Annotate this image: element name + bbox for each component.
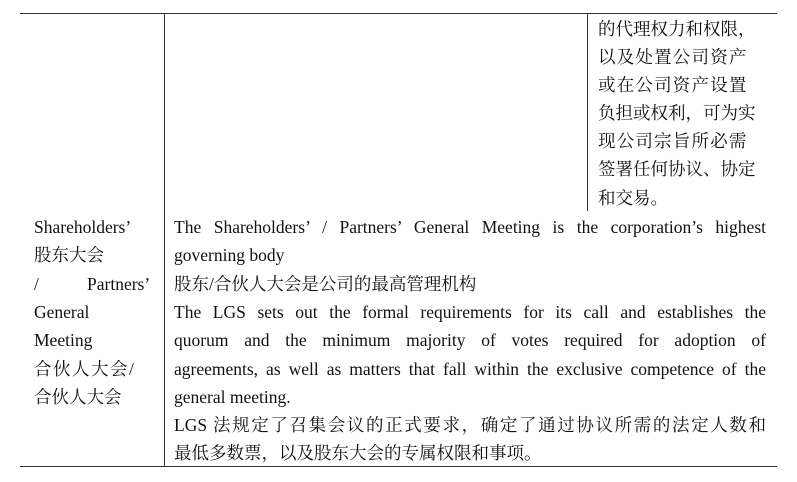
continuation-line: 以及处置公司资产 xyxy=(598,47,748,67)
term-line: Partners’ xyxy=(87,274,151,294)
definition-line-zh: 股东/合伙人大会是公司的最高管理机构 xyxy=(174,274,477,294)
definition-line-en: The Shareholders’ / Partners’ General Meeting is the corporation’s highest xyxy=(174,217,766,237)
column-divider-left xyxy=(164,13,165,467)
definition-line-en: general meeting. xyxy=(174,387,291,407)
definition-line-zh: LGS 法规定了召集会议的正式要求，确定了通过协议所需的法定人数和 xyxy=(174,415,766,435)
definition-line-en: quorum and the minimum majority of votes required for adoption of xyxy=(174,330,766,350)
continuation-line: 和交易。 xyxy=(598,188,668,208)
continuation-line: 的代理权力和权限， xyxy=(598,19,756,39)
term-line: 合伙人大会/ xyxy=(34,359,136,379)
continuation-line: 签署任何协议、协定 xyxy=(598,159,756,179)
continuation-line: 现公司宗旨所必需 xyxy=(598,131,748,151)
term-line: Shareholders’ xyxy=(34,217,132,237)
definition-line-en: governing body xyxy=(174,245,285,265)
definition-line-en: The LGS sets out the formal requirements for its call and establishes the xyxy=(174,302,766,322)
definition-line-zh: 最低多数票，以及股东大会的专属权限和事项。 xyxy=(174,443,542,463)
continuation-line: 负担或权利，可为实 xyxy=(598,103,756,123)
term-line: General xyxy=(34,302,90,322)
definition-line-en: agreements, as well as matters that fall within the exclusive competence of the xyxy=(174,359,766,379)
term-slash: / xyxy=(34,274,39,294)
column-divider-right xyxy=(587,13,588,211)
continuation-line: 或在公司资产设置 xyxy=(598,75,748,95)
term-line: 合伙人大会 xyxy=(34,387,122,407)
term-line: 股东大会 xyxy=(34,245,104,265)
table-top-rule xyxy=(20,13,777,14)
term-line: Meeting xyxy=(34,330,93,350)
